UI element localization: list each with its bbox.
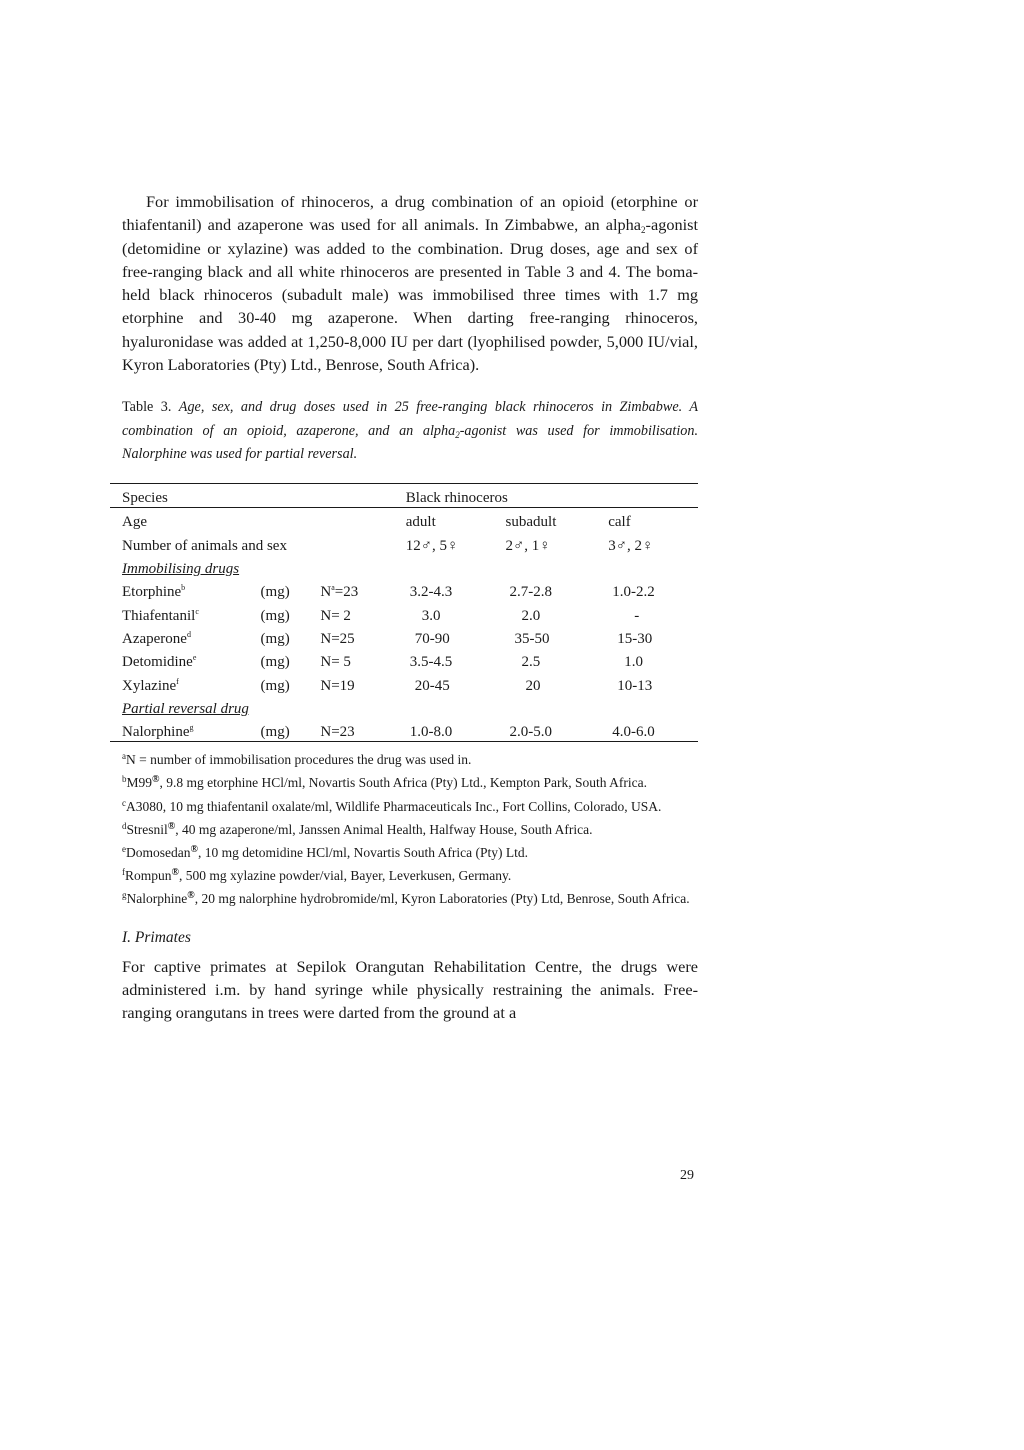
footnote: $^f$Rompun®, 500 mg xylazine powder/vial, Bayer, Leverkusen, Germany. <box>122 867 512 884</box>
page-content <box>122 190 698 1024</box>
table-row: Detomidine$^e$ (mg) N= 5 3.5-4.5 2.5 1.0 <box>122 653 643 671</box>
table-row: Etorphine$^b$ (mg) N$^a$=23 3.2-4.3 2.7-2.8 1.0-2.2 <box>122 583 655 601</box>
table-row: Thiafentanil$^c$ (mg) N= 2 3.0 2.0 - <box>122 606 640 624</box>
page-number: 29 <box>680 1168 694 1183</box>
species-value: Black rhinoceros <box>406 483 698 507</box>
table-row-age: Age adult subadult calf <box>110 508 698 532</box>
footnote: $^b$M99®, 9.8 mg etorphine HCl/ml, Novartis South Africa (Pty) Ltd., Kempton Park, South Africa. <box>122 774 647 791</box>
table-row-section-immobilising: Immobilising drugs <box>122 561 240 578</box>
body-paragraph-1: For immobilisation of rhinoceros, a drug combination of an opioid (etorphine or thiafentanil) and azaperone was used for all animals. In Zimbabwe, an alpha$_2$-agonist (detomidine or xylazine) was added to the combination. Drug doses, age and sex of free-ranging black and all white rhinoceros are presented in Table 3 and 4. The boma-held black rhinoceros (subadult male) was immobilised three times with 1.7 mg etorphine and 30-40 mg azaperone. When darting free-ranging rhinoceros, hyaluronidase was added at 1,250-8,000 IU per dart (lyophilised powder, 5,000 IU/vial, Kyron Laboratories (Pty) Ltd., Benrose, South Africa). <box>122 192 698 375</box>
table-caption: Table 3. Age, sex, and drug doses used in 25 free-ranging black rhinoceros in Zimbabwe. A combination of an opioid, azaperone, and an alpha$_2$-agonist was used for immobilisation. Nalorphine was used for partial reversal. <box>122 399 699 463</box>
table-footnotes <box>122 748 698 910</box>
footnote: $^g$Nalorphine®, 20 mg nalorphine hydrobromide/ml, Kyron Laboratories (Pty) Ltd, Benrose, South Africa. <box>122 890 690 907</box>
footnote: $^e$Domosedan®, 10 mg detomidine HCl/ml, Novartis South Africa (Pty) Ltd. <box>122 843 528 860</box>
footnote: $^d$Stresnil®, 40 mg azaperone/ml, Janssen Animal Health, Halfway House, South Africa. <box>122 820 593 837</box>
body-paragraph-2: For captive primates at Sepilok Orangutan Rehabilitation Centre, the drugs were administered i.m. by hand syringe while physically restraining the animals. Free-ranging orangutans in trees were darted from the ground at a <box>122 956 698 1023</box>
table-row-section-reversal: Partial reversal drug <box>122 700 249 717</box>
table-row: Azaperone$^d$ (mg) N=25 70-90 35-50 15-30 <box>122 629 653 647</box>
table-row-species: Species Black rhinoceros <box>110 483 698 507</box>
table-caption-label: Table 3. <box>122 399 172 416</box>
section-heading: I. Primates <box>122 928 191 946</box>
footnote: $^a$N = number of immobilisation procedures the drug was used in. <box>122 751 472 768</box>
footnote: $^c$A3080, 10 mg thiafentanil oxalate/ml, Wildlife Pharmaceuticals Inc., Fort Collins, Colorado, USA. <box>122 797 662 814</box>
table-row-number: Number of animals and sex 12♂, 5♀ 2♂, 1♀ 3♂, 2♀ <box>122 537 654 554</box>
table-row: Nalorphine$^g$ (mg) N=23 1.0-8.0 2.0-5.0 4.0-6.0 <box>110 718 698 742</box>
table-row: Xylazine$^f$ (mg) N=19 20-45 20 10-13 <box>122 676 653 694</box>
drug-dose-table <box>110 483 698 742</box>
